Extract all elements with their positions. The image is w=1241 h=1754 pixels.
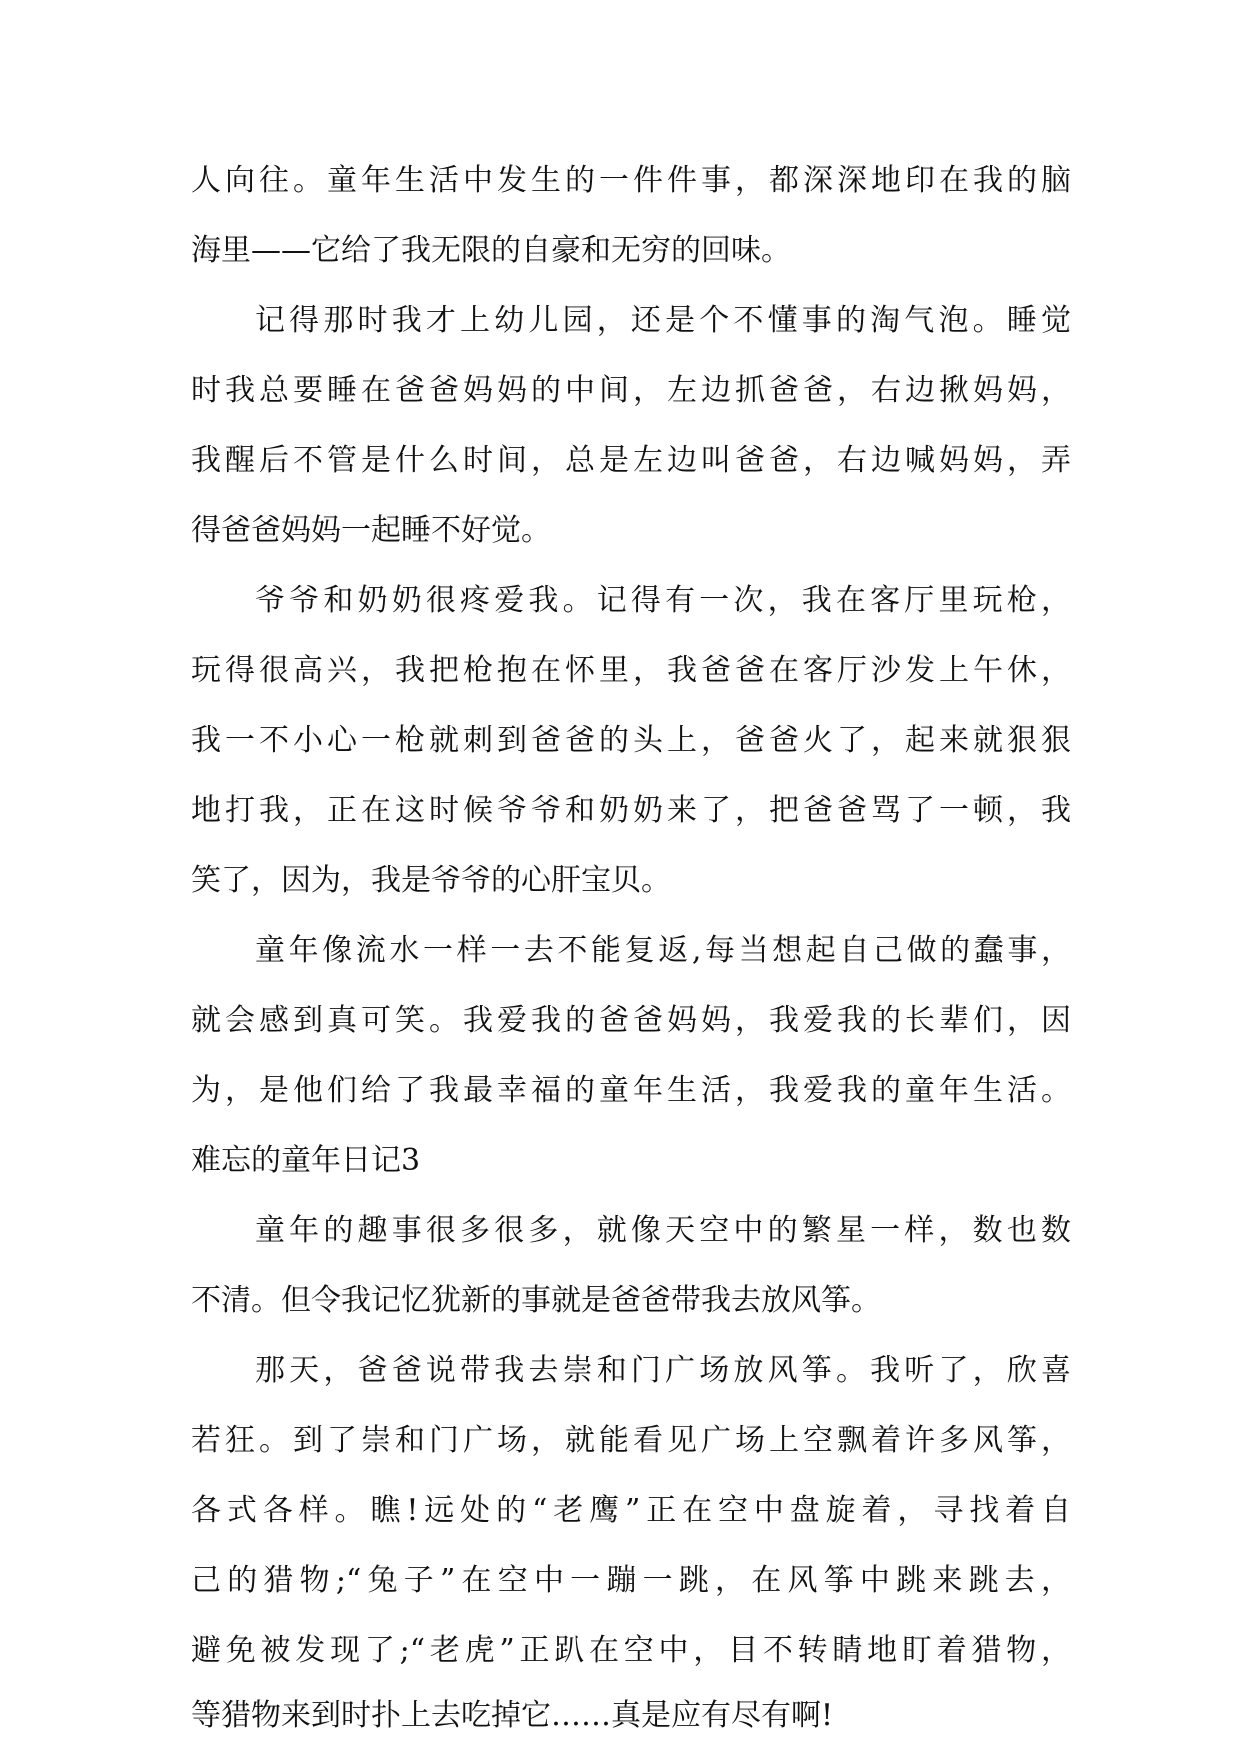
text-line: 那天，爸爸说带我去崇和门广场放风筝。我听了，欣喜 xyxy=(255,1353,1071,1388)
text-line: 玩得很高兴，我把枪抱在怀里，我爸爸在客厅沙发上午休， xyxy=(191,653,1071,688)
text-line: 己的猎物;“兔子”在空中一蹦一跳，在风筝中跳来跳去， xyxy=(191,1563,1071,1598)
text-line: 等猎物来到时扑上去吃掉它……真是应有尽有啊! xyxy=(191,1698,834,1733)
text-line: 地打我，正在这时候爷爷和奶奶来了，把爸爸骂了一顿，我 xyxy=(191,793,1071,828)
text-line: 得爸爸妈妈一起睡不好觉。 xyxy=(191,513,551,548)
text-line: 为，是他们给了我最幸福的童年生活，我爱我的童年生活。 xyxy=(191,1073,1071,1108)
text-line: 笑了，因为，我是爷爷的心肝宝贝。 xyxy=(191,863,671,898)
text-line: 不清。但令我记忆犹新的事就是爸爸带我去放风筝。 xyxy=(191,1283,881,1318)
section-heading: 难忘的童年日记3 xyxy=(191,1143,421,1178)
text-line: 人向往。童年生活中发生的一件件事，都深深地印在我的脑 xyxy=(191,163,1071,198)
text-line: 爷爷和奶奶很疼爱我。记得有一次，我在客厅里玩枪， xyxy=(255,583,1071,618)
text-line: 我一不小心一枪就刺到爸爸的头上，爸爸火了，起来就狠狠 xyxy=(191,723,1071,758)
text-line: 各式各样。瞧!远处的“老鹰”正在空中盘旋着，寻找着自 xyxy=(191,1493,1071,1528)
text-line: 记得那时我才上幼儿园，还是个不懂事的淘气泡。睡觉 xyxy=(255,303,1071,338)
text-line: 童年像流水一样一去不能复返,每当想起自己做的蠢事， xyxy=(255,933,1071,968)
text-line: 时我总要睡在爸爸妈妈的中间，左边抓爸爸，右边揪妈妈， xyxy=(191,373,1071,408)
text-line: 避免被发现了;“老虎”正趴在空中，目不转睛地盯着猎物， xyxy=(191,1633,1071,1668)
text-line: 若狂。到了崇和门广场，就能看见广场上空飘着许多风筝， xyxy=(191,1423,1071,1458)
text-line: 海里——它给了我无限的自豪和无穷的回味。 xyxy=(191,233,791,268)
text-line: 我醒后不管是什么时间，总是左边叫爸爸，右边喊妈妈，弄 xyxy=(191,443,1071,478)
text-line: 童年的趣事很多很多，就像天空中的繁星一样，数也数 xyxy=(255,1213,1071,1248)
text-line: 就会感到真可笑。我爱我的爸爸妈妈，我爱我的长辈们，因 xyxy=(191,1003,1071,1038)
